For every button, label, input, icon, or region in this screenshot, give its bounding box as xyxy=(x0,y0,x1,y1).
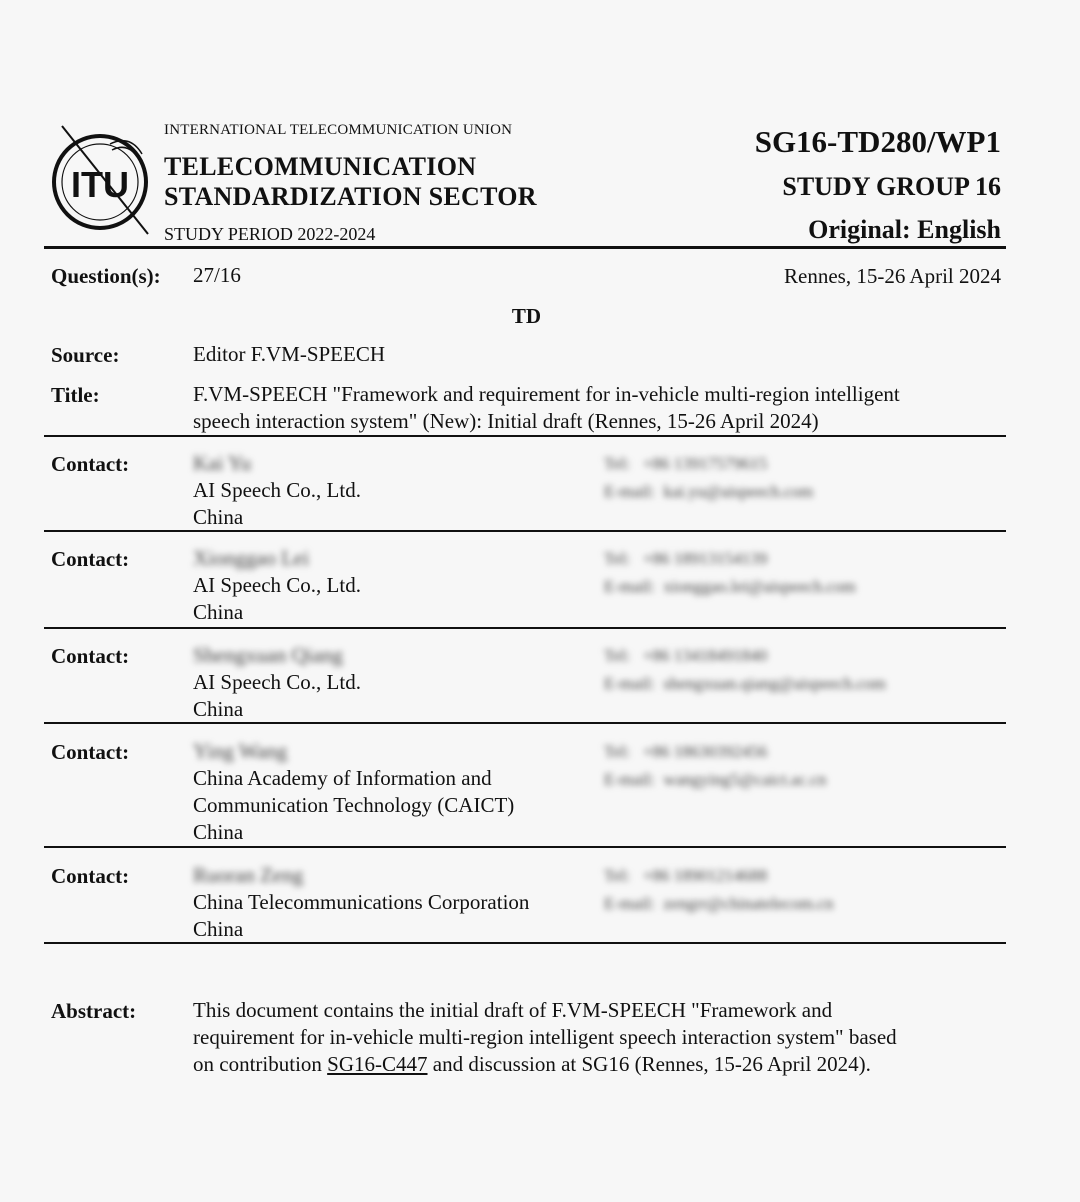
contact-info: Tel: +86 18913154139 E-mail: xionggao.lei@aispeech.com xyxy=(604,549,856,596)
contact-org: AI Speech Co., Ltd. xyxy=(193,670,361,694)
sector-name: TELECOMMUNICATION STANDARDIZATION SECTOR xyxy=(164,152,537,211)
divider xyxy=(44,435,1006,437)
abstract-text: This document contains the initial draft of F.VM-SPEECH "Framework and requirement for in-vehicle multi-region intelligent speech interaction system" based on contribution SG16-C447 and discussion at SG16 (Rennes, 15-26 April 2024). xyxy=(193,998,897,1076)
contact-country: China xyxy=(193,820,244,844)
contact-country: China xyxy=(193,505,244,529)
contact-label: Contact: xyxy=(51,547,130,571)
contact-info: Tel: +86 18901214688 E-mail: zengrr@chinatelecom.cn xyxy=(604,866,834,913)
contact-info: Tel: +86 13917579615 E-mail: kai.yu@aispeech.com xyxy=(604,454,814,501)
contact-name: Kai Yu xyxy=(193,451,252,475)
contact-country: China xyxy=(193,697,244,721)
contact-label: Contact: xyxy=(51,452,130,476)
contact-label: Contact: xyxy=(51,740,130,764)
divider xyxy=(44,530,1006,532)
contact-details xyxy=(193,738,514,846)
study-group: STUDY GROUP 16 xyxy=(782,172,1001,201)
source-label: Source: xyxy=(51,343,120,367)
contact-label: Contact: xyxy=(51,644,130,668)
contact-name: Ying Wang xyxy=(193,739,288,763)
contact-org: Communication Technology (CAICT) xyxy=(193,793,515,817)
place-date: Rennes, 15-26 April 2024 xyxy=(784,264,1001,288)
question-value: 27/16 xyxy=(193,263,241,287)
divider xyxy=(44,846,1006,848)
contact-details xyxy=(193,642,361,723)
contact-country: China xyxy=(193,917,244,941)
divider xyxy=(44,627,1006,629)
contact-info: Tel: +86 13418491840 E-mail: shengxuan.qiang@aispeech.com xyxy=(604,646,886,693)
contact-email-link[interactable]: kai.yu@aispeech.com xyxy=(663,482,814,501)
divider xyxy=(44,722,1006,724)
contact-details xyxy=(193,450,361,531)
contact-email-link[interactable]: wangying5@caict.ac.cn xyxy=(663,770,827,789)
contribution-link[interactable]: SG16-C447 xyxy=(327,1052,428,1076)
union-name: INTERNATIONAL TELECOMMUNICATION UNION xyxy=(164,122,513,138)
source-value: Editor F.VM-SPEECH xyxy=(193,342,386,366)
contact-info: Tel: +86 18630392456 E-mail: wangying5@caict.ac.cn xyxy=(604,742,827,789)
contact-details xyxy=(193,862,529,943)
contact-org: China Telecommunications Corporation xyxy=(193,890,530,914)
svg-text:ITU: ITU xyxy=(71,164,129,205)
study-period: STUDY PERIOD 2022-2024 xyxy=(164,224,376,244)
question-label: Question(s): xyxy=(51,264,161,288)
divider xyxy=(44,942,1006,944)
original-language: Original: English xyxy=(808,215,1001,244)
contact-name: Xionggao Lei xyxy=(193,546,310,570)
title-label: Title: xyxy=(51,383,100,407)
contact-label: Contact: xyxy=(51,864,130,888)
contact-email-link[interactable]: shengxuan.qiang@aispeech.com xyxy=(663,674,886,693)
header-divider xyxy=(44,246,1006,249)
contact-org: AI Speech Co., Ltd. xyxy=(193,478,361,502)
doc-type: TD xyxy=(511,304,542,328)
contact-email-link[interactable]: xionggao.lei@aispeech.com xyxy=(663,577,856,596)
contact-name: Shengxuan Qiang xyxy=(193,643,343,667)
contact-name: Ruoran Zeng xyxy=(193,863,304,887)
contact-org: China Academy of Information and xyxy=(193,766,492,790)
itu-logo-icon xyxy=(50,124,156,236)
contact-org: AI Speech Co., Ltd. xyxy=(193,573,361,597)
abstract-label: Abstract: xyxy=(51,999,137,1023)
contact-email-link[interactable]: zengrr@chinatelecom.cn xyxy=(663,894,834,913)
document-number: SG16-TD280/WP1 xyxy=(754,124,1001,159)
contact-country: China xyxy=(193,600,244,624)
contact-details xyxy=(193,545,361,626)
title-value: F.VM-SPEECH "Framework and requirement for in-vehicle multi-region intelligent speech interaction system" (New): Initial draft (Rennes, 15-26 April 2024) xyxy=(193,382,900,433)
